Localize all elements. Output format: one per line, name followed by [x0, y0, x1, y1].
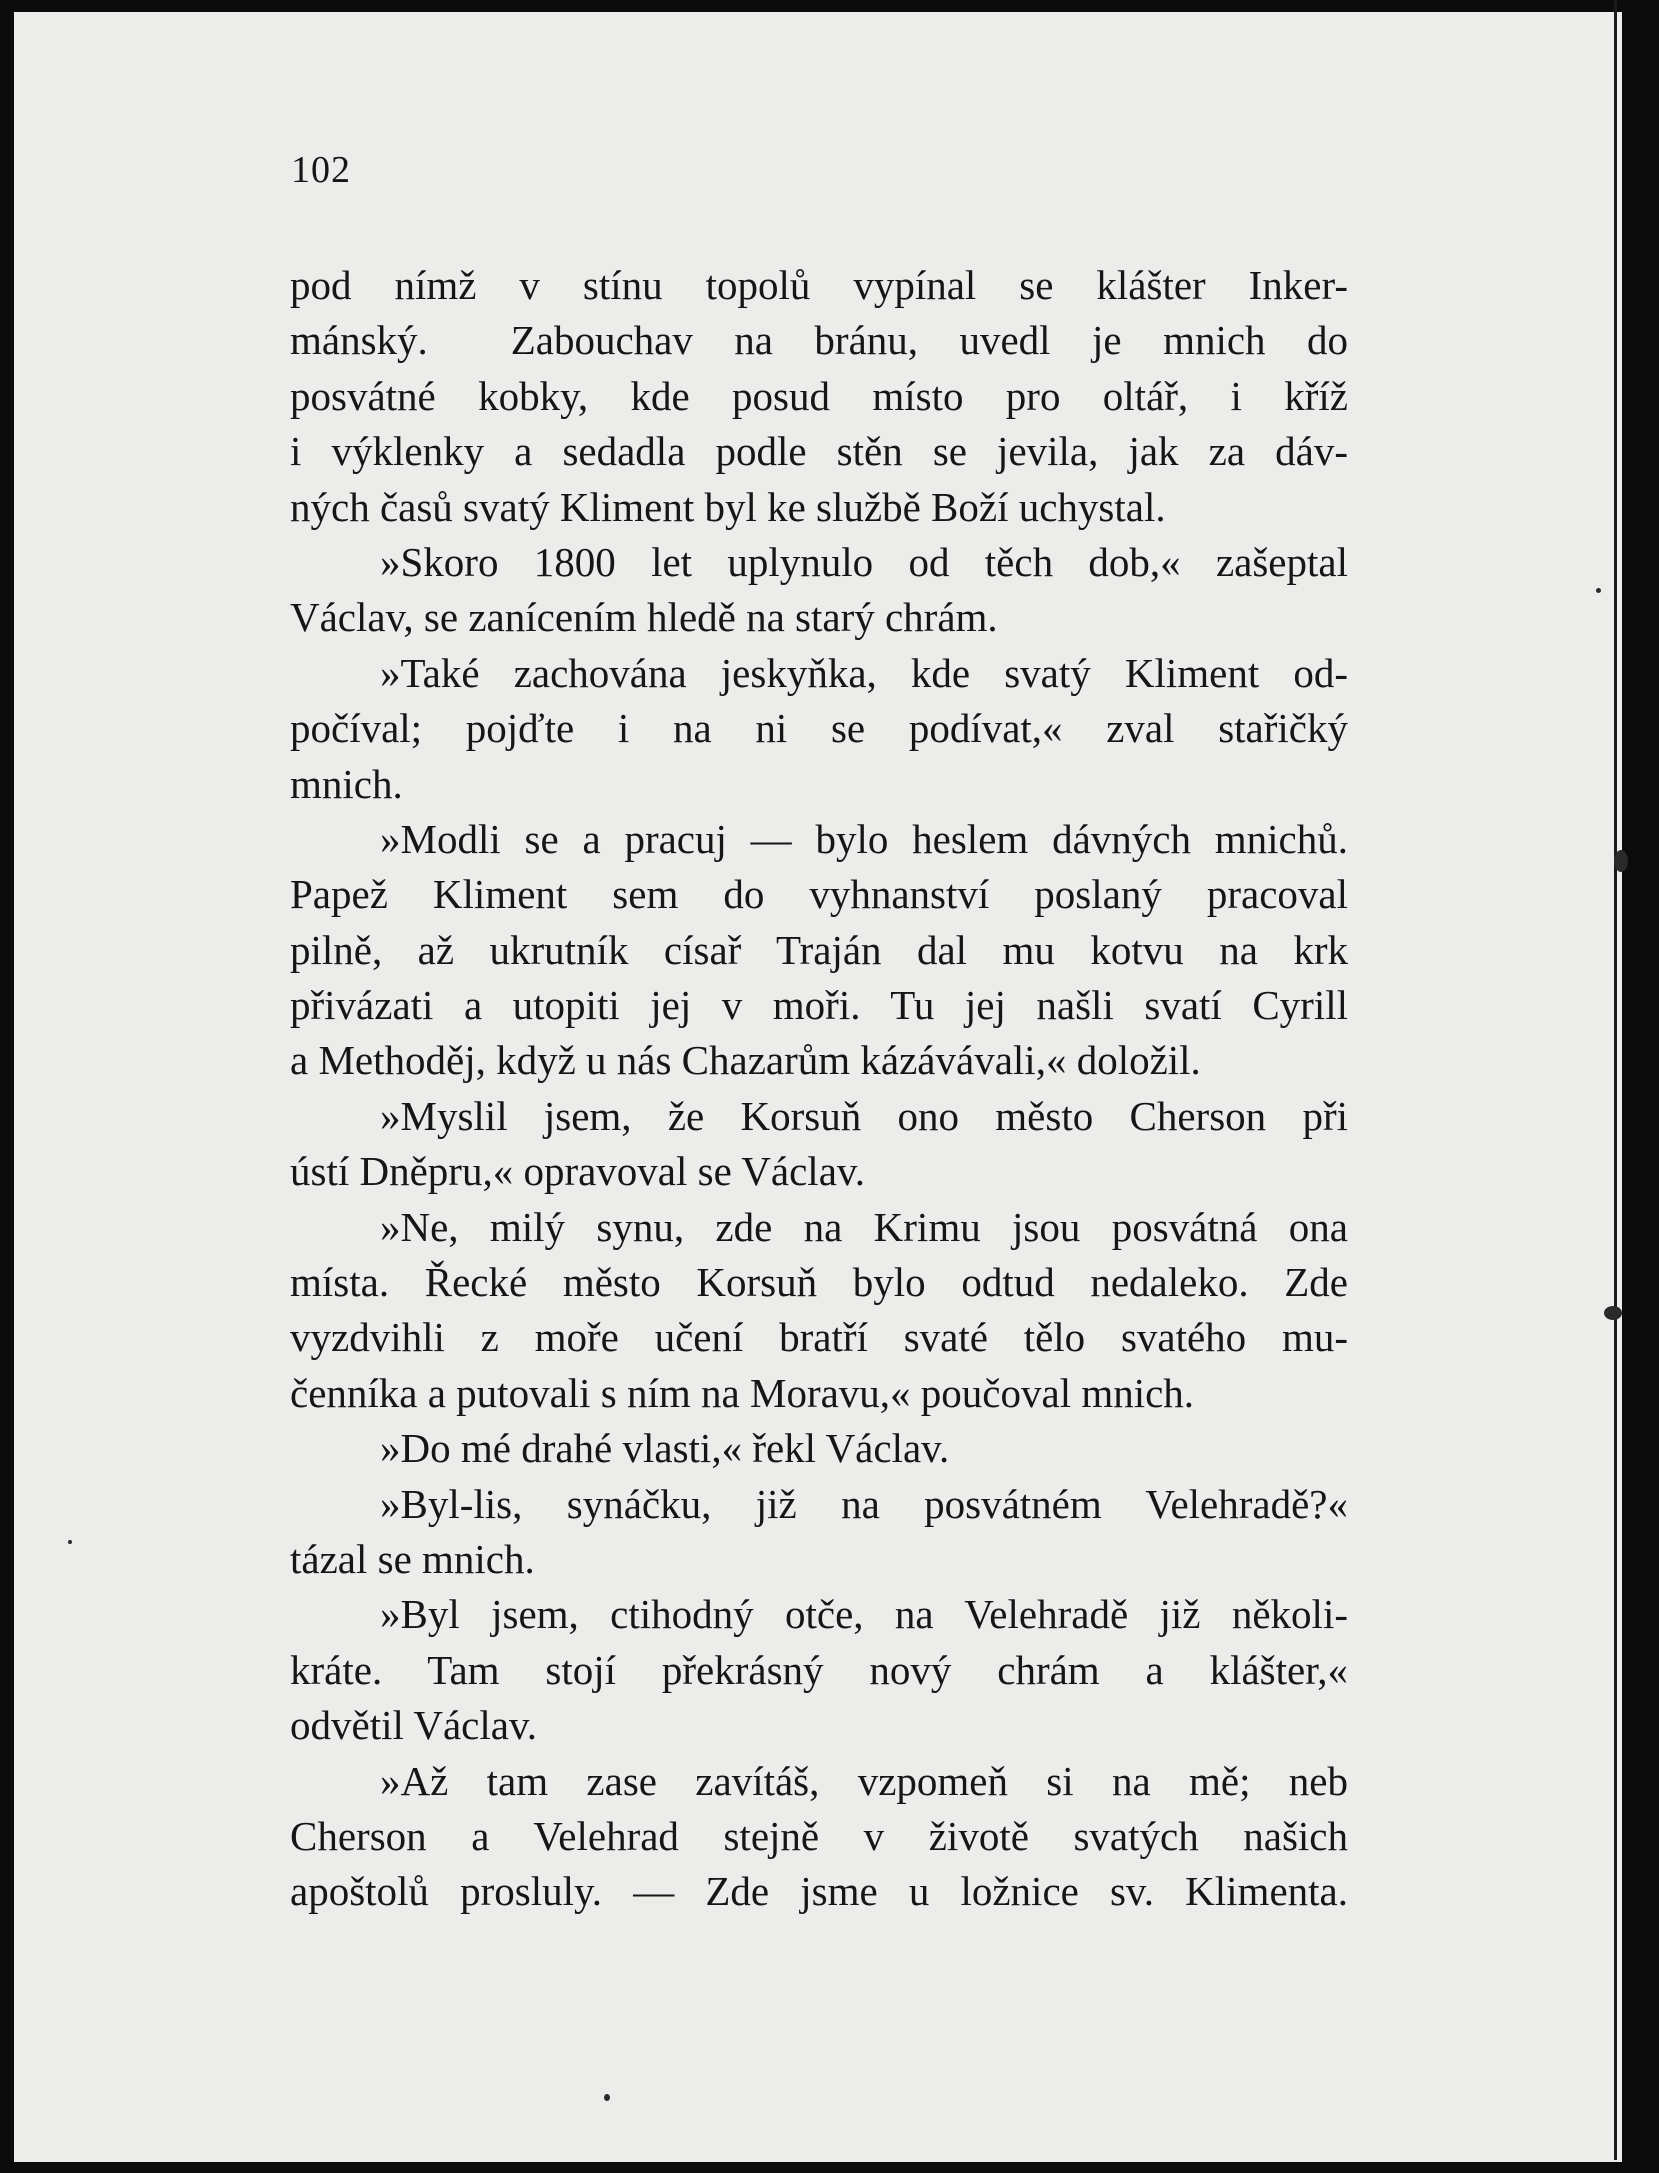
- text-line: tázal se mnich.: [290, 1535, 535, 1582]
- text-line: mánský. Zabouchav na bránu, uvedl je mnich do: [290, 317, 1348, 364]
- text-line: »Také zachována jeskyňka, kde svatý Kliment od-: [380, 649, 1348, 696]
- text-line: pod nímž v stínu topolů vypínal se klášter Inker-: [290, 262, 1348, 308]
- text-line: »Až tam zase zavítáš, vzpomeň si na mě; neb: [380, 1757, 1348, 1804]
- text-line: ústí Dněpru,« opravoval se Václav.: [290, 1148, 865, 1195]
- text-line: i výklenky a sedadla podle stěn se jevila, jak za dáv-: [290, 428, 1348, 475]
- ink-speck: [68, 1540, 72, 1544]
- ink-speck: [1604, 1306, 1622, 1320]
- text-line: pilně, až ukrutník císař Traján dal mu kotvu na krk: [290, 926, 1348, 973]
- text-line: »Ne, milý synu, zde na Krimu jsou posvátná ona: [380, 1203, 1348, 1250]
- text-line: ných časů svatý Kliment byl ke službě Boží uchystal.: [290, 483, 1166, 530]
- text-line: »Byl-lis, synáčku, již na posvátném Velehradě?«: [380, 1480, 1348, 1527]
- text-line: »Byl jsem, ctihodný otče, na Velehradě již několi-: [380, 1591, 1348, 1638]
- text-line: Papež Kliment sem do vyhnanství poslaný pracoval: [290, 871, 1348, 918]
- text-line: »Skoro 1800 let uplynulo od těch dob,« zašeptal: [380, 538, 1348, 585]
- text-line: mnich.: [290, 760, 403, 807]
- page-edge: [1614, 0, 1617, 2160]
- text-line: přivázati a utopiti jej v moři. Tu jej našli svatí Cyrill: [290, 982, 1348, 1029]
- text-line: Václav, se zanícením hledě na starý chrám.: [290, 594, 998, 641]
- text-line: počíval; pojďte i na ni se podívat,« zval stařičký: [290, 705, 1348, 752]
- text-line: apoštolů prosluly. — Zde jsme u ložnice sv. Klimenta.: [290, 1868, 1348, 1915]
- text-line: »Modli se a pracuj — bylo heslem dávných mnichů.: [380, 815, 1348, 862]
- text-line: odvětil Václav.: [290, 1702, 538, 1749]
- text-line: místa. Řecké město Korsuň bylo odtud nedaleko. Zde: [290, 1259, 1348, 1306]
- text-line: vyzdvihli z moře učení bratří svaté tělo svatého mu-: [290, 1314, 1348, 1361]
- ink-speck: [1596, 588, 1601, 593]
- text-line: posvátné kobky, kde posud místo pro oltář, i kříž: [290, 372, 1348, 419]
- ink-speck: [604, 2094, 610, 2101]
- text-line: čenníka a putovali s ním na Moravu,« poučoval mnich.: [290, 1369, 1195, 1416]
- text-line: kráte. Tam stojí překrásný nový chrám a klášter,«: [290, 1646, 1348, 1693]
- ink-speck: [1614, 850, 1628, 872]
- page-number: 102: [291, 149, 351, 191]
- text-line: a Methoděj, když u nás Chazarům kázávávali,« doložil.: [290, 1037, 1201, 1084]
- text-line: »Do mé drahé vlasti,« řekl Václav.: [380, 1425, 950, 1472]
- text-line: Cherson a Velehrad stejně v životě svatých našich: [290, 1812, 1348, 1859]
- text-line: »Myslil jsem, že Korsuň ono město Cherson při: [380, 1092, 1348, 1139]
- body-text: [290, 258, 1348, 1920]
